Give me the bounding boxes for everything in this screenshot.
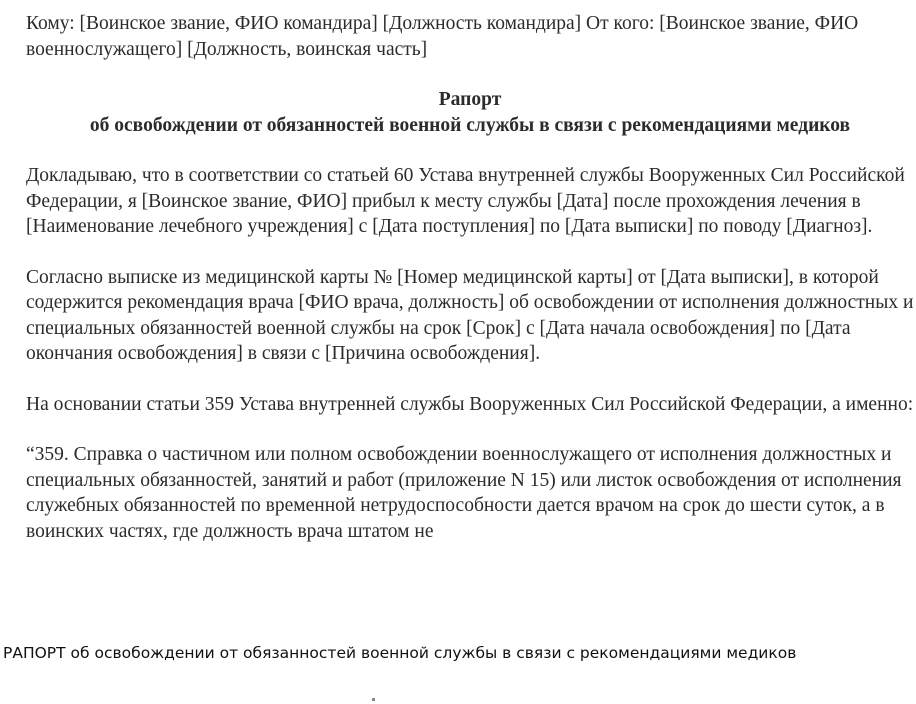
document-subtitle: об освобождении от обязанностей военной службы в связи с рекомендациями медиков [89,114,851,136]
document-body [26,11,914,569]
document-title: Рапорт [438,89,502,110]
paragraph-legal-basis: На основании статьи 359 Устава внутренней службы Вооруженных Сил Российской Федерации, а именно: [26,393,914,415]
paragraph-medical-extract: Согласно выписке из медицинской карты № [Номер медицинской карты] от [Дата выписки], в которой содержится рекомендация врача [ФИО врача, должность] об освобождении от исполнения должностных и специальных обязанностей военной службы на срок [Срок] с [Дата начала освобождения] по [Дата окончания освобождения] в связи с [Причина освобождения]. [26,266,914,364]
paragraph-quote-359: “359. Справка о частичном или полном освобождении военнослужащего от исполнения должностных и специальных обязанностей, занятий и работ (приложение N 15) или листок освобождения от исполнения служебных обязанностей по временной нетрудоспособности дается врачом на срок до шести суток, а в воинских частях, где должность врача штатом не [26,444,902,542]
scan-artifact [372,698,375,701]
addressee-line: Кому: [Воинское звание, ФИО командира] [Должность командира] От кого: [Воинское звание, ФИО военнослужащего] [Должность, воинская часть] [26,13,859,60]
image-caption: РАПОРТ об освобождении от обязанностей военной службы в связи с рекомендациями медиков [0,642,916,704]
paragraph-report: Докладываю, что в соответствии со статьей 60 Устава внутренней службы Вооруженных Сил Российской Федерации, я [Воинское звание, ФИО] прибыл к месту службы [Дата] после прохождения лечения в [Наименование лечебного учреждения] с [Дата поступления] по [Дата выписки] по поводу [Диагноз]. [26,165,905,237]
